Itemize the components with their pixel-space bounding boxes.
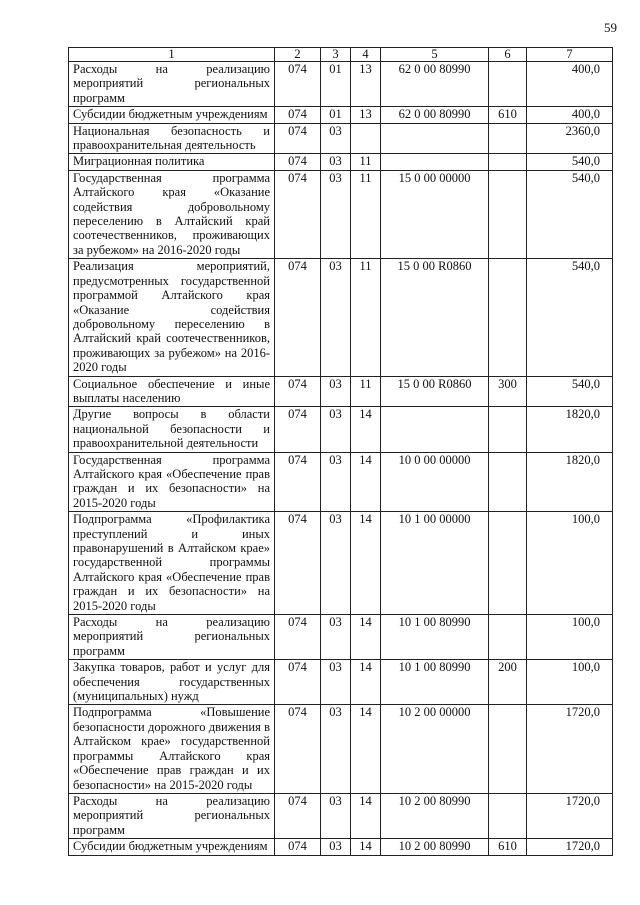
amount-cell: 1720,0 (527, 705, 613, 793)
amount-cell: 540,0 (527, 259, 613, 376)
table-row (69, 107, 613, 123)
section-cell: 03 (321, 154, 351, 170)
table-row (69, 705, 613, 793)
expense-type-cell (489, 615, 527, 660)
section-cell: 03 (321, 793, 351, 838)
target-item-cell: 10 1 00 00000 (381, 512, 489, 615)
row-name-cell: Расходы на реализацию мероприятий региональных программ (69, 793, 275, 838)
subsection-cell: 14 (351, 705, 381, 793)
admin-code-cell: 074 (275, 259, 321, 376)
amount-cell: 1720,0 (527, 839, 613, 855)
target-item-cell: 10 2 00 80990 (381, 839, 489, 855)
target-item-cell: 10 2 00 00000 (381, 705, 489, 793)
amount-cell: 100,0 (527, 660, 613, 705)
expense-type-cell (489, 62, 527, 107)
admin-code-cell: 074 (275, 107, 321, 123)
target-item-cell: 15 0 00 00000 (381, 170, 489, 258)
expense-type-cell (489, 705, 527, 793)
expense-type-cell (489, 123, 527, 154)
header-cell: 4 (351, 48, 381, 62)
table-row (69, 407, 613, 452)
row-name-cell: Социальное обеспечение и иные выплаты населению (69, 376, 275, 407)
expense-type-cell: 610 (489, 839, 527, 855)
target-item-cell (381, 123, 489, 154)
row-name-cell: Расходы на реализацию мероприятий региональных программ (69, 615, 275, 660)
row-name-cell: Национальная безопасность и правоохранительная деятельность (69, 123, 275, 154)
section-cell: 03 (321, 452, 351, 512)
admin-code-cell: 074 (275, 154, 321, 170)
table-row (69, 839, 613, 855)
expense-type-cell (489, 154, 527, 170)
admin-code-cell: 074 (275, 123, 321, 154)
section-cell: 03 (321, 705, 351, 793)
section-cell: 03 (321, 512, 351, 615)
admin-code-cell: 074 (275, 839, 321, 855)
header-cell: 7 (527, 48, 613, 62)
section-cell: 03 (321, 123, 351, 154)
amount-cell: 540,0 (527, 376, 613, 407)
subsection-cell: 14 (351, 615, 381, 660)
subsection-cell (351, 123, 381, 154)
subsection-cell: 14 (351, 512, 381, 615)
header-cell: 6 (489, 48, 527, 62)
admin-code-cell: 074 (275, 407, 321, 452)
header-cell: 2 (275, 48, 321, 62)
amount-cell: 1720,0 (527, 793, 613, 838)
admin-code-cell: 074 (275, 793, 321, 838)
expense-type-cell: 610 (489, 107, 527, 123)
expense-type-cell (489, 259, 527, 376)
amount-cell: 400,0 (527, 107, 613, 123)
row-name-cell: Государственная программа Алтайского края «Обеспечение прав граждан и их безопасности» на 2015-2020 годы (69, 452, 275, 512)
admin-code-cell: 074 (275, 615, 321, 660)
table-row (69, 615, 613, 660)
section-cell: 03 (321, 615, 351, 660)
row-name-cell: Подпрограмма «Повышение безопасности дорожного движения в Алтайском крае» государственной программы Алтайского края «Обеспечение прав граждан и их безопасности» на 2015-2020 годы (69, 705, 275, 793)
row-name-cell: Государственная программа Алтайского края «Оказание содействия добровольному переселению в Алтайский край соотечественников, проживающих за рубежом» на 2016-2020 годы (69, 170, 275, 258)
expense-type-cell: 300 (489, 376, 527, 407)
subsection-cell: 11 (351, 170, 381, 258)
subsection-cell: 11 (351, 259, 381, 376)
section-cell: 03 (321, 376, 351, 407)
section-cell: 03 (321, 259, 351, 376)
table-row (69, 62, 613, 107)
subsection-cell: 13 (351, 107, 381, 123)
header-cell: 5 (381, 48, 489, 62)
header-cell: 1 (69, 48, 275, 62)
amount-cell: 1820,0 (527, 407, 613, 452)
section-cell: 01 (321, 62, 351, 107)
table-row (69, 376, 613, 407)
amount-cell: 100,0 (527, 512, 613, 615)
amount-cell: 1820,0 (527, 452, 613, 512)
target-item-cell: 15 0 00 R0860 (381, 376, 489, 407)
table-row (69, 170, 613, 258)
row-name-cell: Подпрограмма «Профилактика преступлений и иных правонарушений в Алтайском крае» государственной программы Алтайского края «Обеспечение прав граждан и их безопасности» на 2015-2020 годы (69, 512, 275, 615)
row-name-cell: Субсидии бюджетным учреждениям (69, 107, 275, 123)
subsection-cell: 11 (351, 376, 381, 407)
subsection-cell: 14 (351, 407, 381, 452)
page-number: 59 (604, 20, 617, 35)
expense-type-cell (489, 512, 527, 615)
table-row (69, 154, 613, 170)
expense-type-cell (489, 407, 527, 452)
section-cell: 03 (321, 407, 351, 452)
expense-type-cell (489, 793, 527, 838)
admin-code-cell: 074 (275, 452, 321, 512)
target-item-cell (381, 154, 489, 170)
row-name-cell: Субсидии бюджетным учреждениям (69, 839, 275, 855)
expense-type-cell: 200 (489, 660, 527, 705)
expense-type-cell (489, 170, 527, 258)
subsection-cell: 14 (351, 839, 381, 855)
admin-code-cell: 074 (275, 62, 321, 107)
table-row (69, 660, 613, 705)
table-row (69, 452, 613, 512)
subsection-cell: 14 (351, 660, 381, 705)
target-item-cell (381, 407, 489, 452)
subsection-cell: 13 (351, 62, 381, 107)
amount-cell: 400,0 (527, 62, 613, 107)
row-name-cell: Расходы на реализацию мероприятий региональных программ (69, 62, 275, 107)
admin-code-cell: 074 (275, 705, 321, 793)
target-item-cell: 10 0 00 00000 (381, 452, 489, 512)
amount-cell: 100,0 (527, 615, 613, 660)
admin-code-cell: 074 (275, 170, 321, 258)
expense-type-cell (489, 452, 527, 512)
section-cell: 03 (321, 170, 351, 258)
table-row (69, 259, 613, 376)
header-cell: 3 (321, 48, 351, 62)
target-item-cell: 10 2 00 80990 (381, 793, 489, 838)
target-item-cell: 10 1 00 80990 (381, 615, 489, 660)
amount-cell: 2360,0 (527, 123, 613, 154)
section-cell: 01 (321, 107, 351, 123)
target-item-cell: 15 0 00 R0860 (381, 259, 489, 376)
section-cell: 03 (321, 660, 351, 705)
row-name-cell: Миграционная политика (69, 154, 275, 170)
amount-cell: 540,0 (527, 170, 613, 258)
subsection-cell: 14 (351, 452, 381, 512)
row-name-cell: Закупка товаров, работ и услуг для обеспечения государственных (муниципальных) нужд (69, 660, 275, 705)
budget-table (68, 47, 613, 856)
row-name-cell: Реализация мероприятий, предусмотренных государственной программой Алтайского края «Оказание содействия добровольному переселению в Алтайский край соотечественников, проживающих за рубежом» на 2016-2020 годы (69, 259, 275, 376)
admin-code-cell: 074 (275, 512, 321, 615)
amount-cell: 540,0 (527, 154, 613, 170)
target-item-cell: 10 1 00 80990 (381, 660, 489, 705)
target-item-cell: 62 0 00 80990 (381, 107, 489, 123)
table-header-row (69, 48, 613, 62)
table-row (69, 123, 613, 154)
section-cell: 03 (321, 839, 351, 855)
table-row (69, 793, 613, 838)
admin-code-cell: 074 (275, 376, 321, 407)
admin-code-cell: 074 (275, 660, 321, 705)
target-item-cell: 62 0 00 80990 (381, 62, 489, 107)
table-row (69, 512, 613, 615)
subsection-cell: 14 (351, 793, 381, 838)
row-name-cell: Другие вопросы в области национальной безопасности и правоохранительной деятельности (69, 407, 275, 452)
subsection-cell: 11 (351, 154, 381, 170)
